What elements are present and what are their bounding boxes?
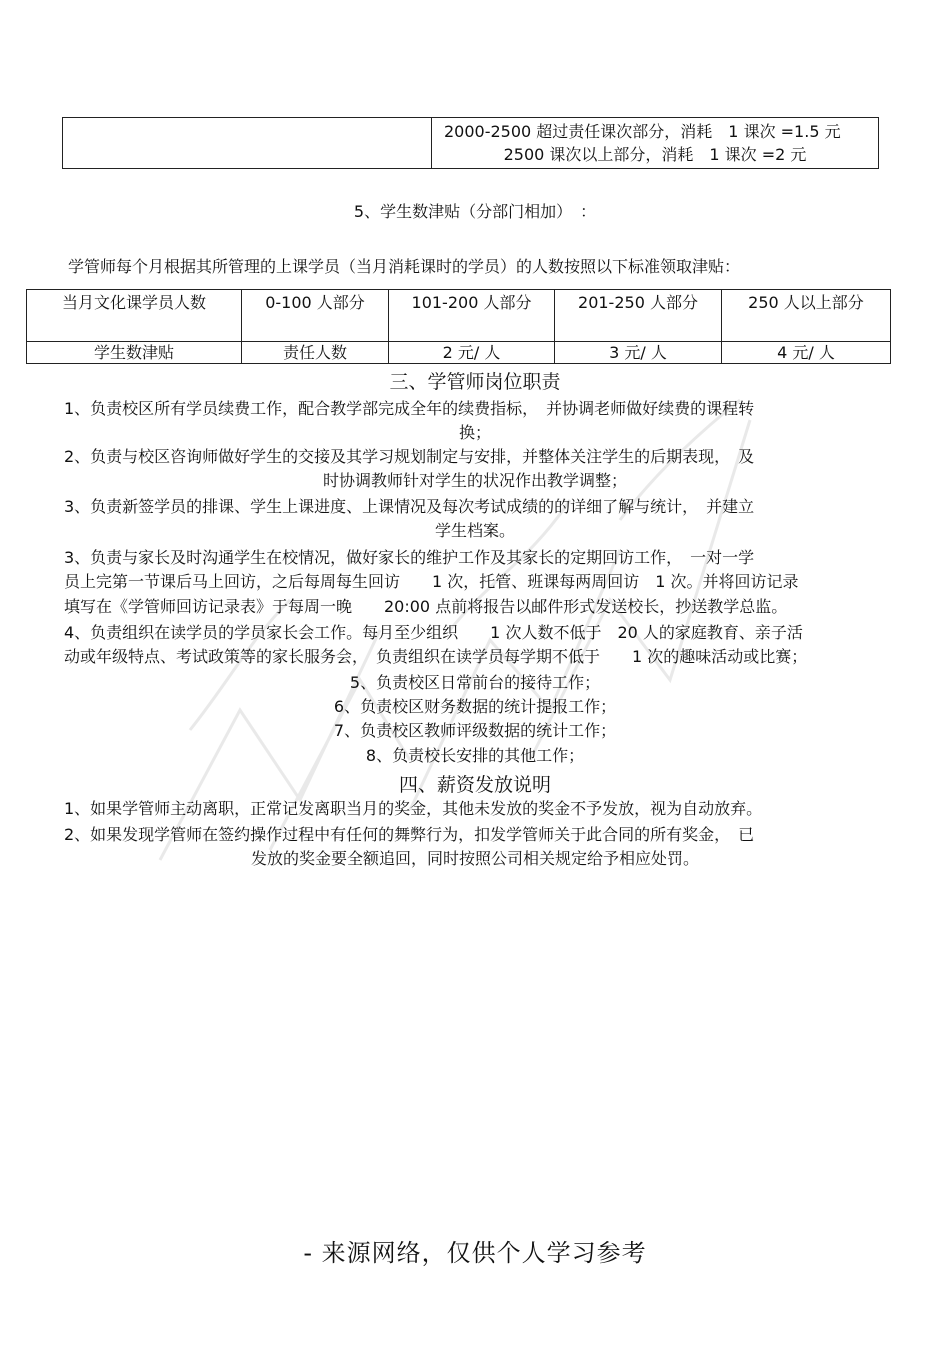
duty-line: 7、负责校区教师评级数据的统计工作；	[333, 721, 617, 740]
section5-heading: 5、学生数津贴（分部门相加） ：	[353, 202, 597, 221]
duty-line: 1、负责校区所有学员续费工作，配合教学部完成全年的续费指标， 并协调老师做好续费的课程转	[64, 399, 755, 418]
duty-line: 员上完第一节课后马上回访，之后每周每生回访 1 次，托管、班课每两周回访 1 次。并将回访记录	[64, 572, 799, 591]
duty-line: 5、负责校区日常前台的接待工作；	[349, 673, 601, 692]
allowance-header-cell: 250 人以上部分	[722, 290, 891, 342]
duty-line: 4、负责组织在读学员的学员家长会工作。每月至少组织 1 次人数不低于 20 人的家庭教育、亲子活	[64, 623, 803, 642]
tier-rate-line-1: 2000-2500 超过责任课次部分，消耗 1 课次 =1.5 元	[444, 122, 841, 141]
duty-line: 3、负责新签学员的排课、学生上课进度、上课情况及每次考试成绩的的详细了解与统计， 并建立	[64, 497, 755, 516]
footer-note: - 来源网络，仅供个人学习参考	[303, 1239, 647, 1267]
duty-line: 换；	[458, 423, 491, 442]
salary-line: 1、如果学管师主动离职，正常记发离职当月的奖金，其他未发放的奖金不予发放，视为自动放弃。	[64, 799, 763, 818]
salary-line: 2、如果发现学管师在签约操作过程中有任何的舞弊行为，扣发学管师关于此合同的所有奖金， 已	[64, 825, 755, 844]
duty-line: 6、负责校区财务数据的统计提报工作；	[333, 697, 617, 716]
allowance-value-cell: 2 元/ 人	[389, 342, 555, 364]
allowance-table	[26, 289, 891, 364]
duties-title: 三、学管师岗位职责	[389, 371, 561, 393]
allowance-value-cell: 学生数津贴	[27, 342, 242, 364]
duty-line: 2、负责与校区咨询师做好学生的交接及其学习规划制定与安排，并整体关注学生的后期表现， 及	[64, 447, 755, 466]
salary-line: 发放的奖金要全额追回，同时按照公司相关规定给予相应处罚。	[250, 849, 699, 868]
tier-rate-empty-cell	[63, 118, 432, 168]
tier-rate-table	[62, 117, 879, 169]
duty-line: 3、负责与家长及时沟通学生在校情况，做好家长的维护工作及其家长的定期回访工作， 一对一学	[64, 548, 755, 567]
allowance-header-cell: 0-100 人部分	[242, 290, 389, 342]
allowance-value-cell: 4 元/ 人	[722, 342, 891, 364]
allowance-value-cell: 责任人数	[242, 342, 389, 364]
allowance-header-cell: 201-250 人部分	[555, 290, 722, 342]
duty-line: 学生档案。	[434, 521, 515, 540]
duty-line: 填写在《学管师回访记录表》于每周一晚 20:00 点前将报告以邮件形式发送校长，抄送教学总监。	[64, 597, 788, 616]
salary-title: 四、薪资发放说明	[398, 774, 551, 796]
allowance-header-row	[27, 290, 891, 342]
allowance-value-row	[27, 342, 891, 364]
duty-line: 时协调教师针对学生的状况作出教学调整；	[322, 471, 627, 490]
section5-intro: 学管师每个月根据其所管理的上课学员（当月消耗课时的学员）的人数按照以下标准领取津贴：	[68, 257, 741, 276]
allowance-value-cell: 3 元/ 人	[555, 342, 722, 364]
allowance-header-cell: 当月文化课学员人数	[27, 290, 242, 342]
duty-line: 动或年级特点、考试政策等的家长服务会， 负责组织在读学员每学期不低于 1 次的趣味活动或比赛；	[64, 647, 808, 666]
tier-rate-cell	[432, 118, 878, 168]
tier-rate-line-2: 2500 课次以上部分，消耗 1 课次 =2 元	[503, 145, 807, 164]
allowance-header-cell: 101-200 人部分	[389, 290, 555, 342]
duty-line: 8、负责校长安排的其他工作；	[365, 746, 585, 765]
